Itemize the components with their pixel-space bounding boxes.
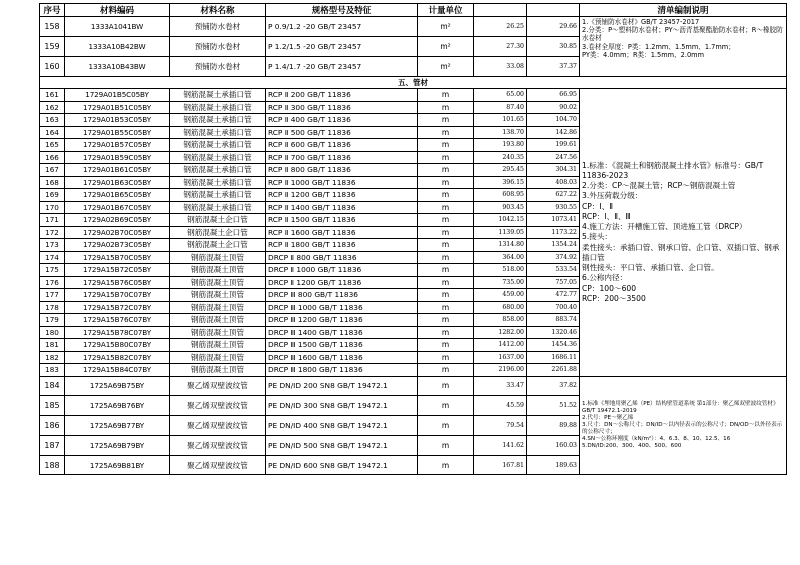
row-name: 钢筋混凝土顶管 [170, 326, 266, 339]
row-code: 1729A01B65C05BY [65, 189, 170, 202]
row-no: 162 [40, 101, 65, 114]
row-unit: m [418, 251, 474, 264]
row-price-excl: 858.00 [474, 314, 527, 327]
row-spec: DRCP Ⅱ 1000 GB/T 11836 [266, 264, 418, 277]
row-unit: m [418, 455, 474, 475]
row-spec: RCP Ⅱ 700 GB/T 11836 [266, 151, 418, 164]
row-spec: DRCP Ⅲ 1200 GB/T 11836 [266, 314, 418, 327]
row-price-excl: 364.00 [474, 251, 527, 264]
row-code: 1729A15B72C05BY [65, 264, 170, 277]
row-no: 168 [40, 176, 65, 189]
row-unit: m [418, 435, 474, 455]
row-unit: m [418, 176, 474, 189]
row-price-incl: 90.02 [527, 101, 580, 114]
row-price-excl: 459.00 [474, 289, 527, 302]
row-spec: P 1.2/1.5 -20 GB/T 23457 [266, 37, 418, 57]
row-unit: m [418, 276, 474, 289]
row-code: 1729A01B53C05BY [65, 114, 170, 127]
row-name: 钢筋混凝土顶管 [170, 339, 266, 352]
row-unit: m² [418, 17, 474, 37]
row-price-excl: 1412.00 [474, 339, 527, 352]
row-no: 185 [40, 396, 65, 416]
note-line: PY类：4.0mm；R类：1.5mm、2.0mm [582, 50, 705, 59]
row-name: 钢筋混凝土顶管 [170, 289, 266, 302]
row-price-excl: 138.70 [474, 126, 527, 139]
row-price-incl: 930.55 [527, 201, 580, 214]
row-code: 1729A01B63C05BY [65, 176, 170, 189]
row-spec: RCP Ⅱ 200 GB/T 11836 [266, 89, 418, 102]
row-name: 聚乙烯双壁波纹管 [170, 416, 266, 436]
row-code: 1729A15B78C07BY [65, 326, 170, 339]
row-unit: m [418, 164, 474, 177]
row-price-excl: 295.45 [474, 164, 527, 177]
row-no: 161 [40, 89, 65, 102]
row-price-incl: 199.61 [527, 139, 580, 152]
row-unit: m [418, 416, 474, 436]
row-code: 1729A02B73C05BY [65, 239, 170, 252]
row-name: 钢筋混凝土顶管 [170, 276, 266, 289]
row-code: 1725A69B79BY [65, 435, 170, 455]
row-no: 187 [40, 435, 65, 455]
row-no: 164 [40, 126, 65, 139]
row-price-incl: 1320.46 [527, 326, 580, 339]
row-spec: RCP Ⅱ 1500 GB/T 11836 [266, 214, 418, 227]
row-spec: DRCP Ⅲ 1400 GB/T 11836 [266, 326, 418, 339]
row-code: 1729A15B76C05BY [65, 276, 170, 289]
row-name: 钢筋混凝土承插口管 [170, 201, 266, 214]
row-spec: RCP Ⅱ 1600 GB/T 11836 [266, 226, 418, 239]
row-spec: RCP Ⅱ 300 GB/T 11836 [266, 101, 418, 114]
note-line: 柔性接头：承插口管、钢承口管、企口管、双插口管、钢承插口管 [582, 242, 780, 262]
row-spec: P 0.9/1.2 -20 GB/T 23457 [266, 17, 418, 37]
row-price-excl: 193.80 [474, 139, 527, 152]
row-spec: RCP Ⅱ 1000 GB/T 11836 [266, 176, 418, 189]
row-no: 173 [40, 239, 65, 252]
row-spec: DRCP Ⅲ 800 GB/T 11836 [266, 289, 418, 302]
row-price-incl: 104.70 [527, 114, 580, 127]
row-price-incl: 189.63 [527, 455, 580, 475]
row-spec: RCP Ⅱ 500 GB/T 11836 [266, 126, 418, 139]
row-no: 169 [40, 189, 65, 202]
header-spec: 规格型号及特征 [266, 4, 418, 17]
row-price-excl: 240.35 [474, 151, 527, 164]
row-code: 1729A15B80C07BY [65, 339, 170, 352]
row-no: 158 [40, 17, 65, 37]
note-line: 2.分类：P～塑料防水卷材；PY～沥青基聚酯胎防水卷材；R～橡胶防水卷材 [582, 26, 783, 43]
row-spec: DRCP Ⅲ 1800 GB/T 11836 [266, 364, 418, 377]
row-name: 钢筋混凝土顶管 [170, 264, 266, 277]
row-price-incl: 37.82 [527, 376, 580, 396]
row-price-excl: 45.59 [474, 396, 527, 416]
section-title: 五、管材 [40, 77, 787, 89]
note-line: 4.SN～公称环刚度（kN/m²）：4、6.3、8、10、12.5、16 [582, 435, 731, 442]
row-price-excl: 1282.00 [474, 326, 527, 339]
note-line: 钢性接头：平口管、承插口管、企口管。 [582, 263, 719, 272]
row-no: 163 [40, 114, 65, 127]
note-line: 2.代号：PE～聚乙烯 [582, 415, 634, 422]
row-price-excl: 1139.05 [474, 226, 527, 239]
row-code: 1333A10B43BW [65, 57, 170, 77]
row-price-incl: 1173.22 [527, 226, 580, 239]
table-row [40, 376, 787, 396]
row-name: 钢筋混凝土承插口管 [170, 189, 266, 202]
note-line: 5.DN/ID:200、300、400、500、600 [582, 442, 682, 449]
row-code: 1729A01B57C05BY [65, 139, 170, 152]
header-name: 材料名称 [170, 4, 266, 17]
row-price-excl: 518.00 [474, 264, 527, 277]
table-row [40, 17, 787, 37]
note-line: RCP：Ⅰ、Ⅱ、Ⅲ [582, 211, 631, 221]
header-price-1 [474, 4, 527, 17]
row-code: 1729A01B67C05BY [65, 201, 170, 214]
section-row [40, 77, 787, 89]
row-unit: m [418, 139, 474, 152]
row-code: 1729A15B76C07BY [65, 314, 170, 327]
row-no: 167 [40, 164, 65, 177]
row-no: 165 [40, 139, 65, 152]
row-name: 钢筋混凝土企口管 [170, 239, 266, 252]
row-name: 钢筋混凝土企口管 [170, 214, 266, 227]
header-price-2 [527, 4, 580, 17]
row-price-excl: 680.00 [474, 301, 527, 314]
row-name: 钢筋混凝土顶管 [170, 364, 266, 377]
row-name: 预铺防水卷材 [170, 57, 266, 77]
row-price-excl: 33.47 [474, 376, 527, 396]
row-price-excl: 903.45 [474, 201, 527, 214]
row-unit: m [418, 364, 474, 377]
row-price-incl: 160.03 [527, 435, 580, 455]
row-name: 聚乙烯双壁波纹管 [170, 376, 266, 396]
row-unit: m² [418, 57, 474, 77]
row-price-incl: 533.54 [527, 264, 580, 277]
row-unit: m [418, 226, 474, 239]
row-price-excl: 33.08 [474, 57, 527, 77]
row-price-excl: 65.00 [474, 89, 527, 102]
row-unit: m [418, 201, 474, 214]
note-line: 2.分类：CP～混凝土管；RCP～钢筋混凝土管 [582, 181, 736, 190]
row-price-incl: 29.66 [527, 17, 580, 37]
note-line: 3.外压荷载分级： [582, 191, 643, 201]
row-price-incl: 627.22 [527, 189, 580, 202]
row-price-incl: 51.52 [527, 396, 580, 416]
header-no: 序号 [40, 4, 65, 17]
row-spec: RCP Ⅱ 1400 GB/T 11836 [266, 201, 418, 214]
row-spec: PE DN/ID 200 SN8 GB/T 19472.1 [266, 376, 418, 396]
row-no: 179 [40, 314, 65, 327]
material-price-table [39, 3, 787, 475]
row-unit: m [418, 314, 474, 327]
row-price-incl: 374.92 [527, 251, 580, 264]
row-price-excl: 1042.15 [474, 214, 527, 227]
row-price-incl: 408.03 [527, 176, 580, 189]
row-price-excl: 141.62 [474, 435, 527, 455]
row-price-incl: 1454.36 [527, 339, 580, 352]
row-price-incl: 89.88 [527, 416, 580, 436]
row-name: 聚乙烯双壁波纹管 [170, 396, 266, 416]
note-line: RCP：200～3500 [582, 293, 646, 303]
row-name: 钢筋混凝土承插口管 [170, 101, 266, 114]
row-unit: m [418, 101, 474, 114]
row-code: 1729A01B59C05BY [65, 151, 170, 164]
row-unit: m [418, 264, 474, 277]
table-row [40, 89, 787, 102]
row-spec: RCP Ⅱ 1800 GB/T 11836 [266, 239, 418, 252]
row-spec: DRCP Ⅱ 1200 GB/T 11836 [266, 276, 418, 289]
row-price-incl: 1354.24 [527, 239, 580, 252]
header-unit: 计量单位 [418, 4, 474, 17]
row-price-excl: 79.54 [474, 416, 527, 436]
row-price-incl: 1686.11 [527, 351, 580, 364]
note-line: 3.尺寸：DN～公称尺寸；DN/ID～以内径表示的公称尺寸；DN/OD～以外径表示的公称尺寸； [582, 422, 783, 435]
row-name: 钢筋混凝土顶管 [170, 301, 266, 314]
row-price-incl: 1073.41 [527, 214, 580, 227]
row-unit: m [418, 239, 474, 252]
row-unit: m² [418, 37, 474, 57]
row-price-excl: 167.81 [474, 455, 527, 475]
row-name: 钢筋混凝土顶管 [170, 351, 266, 364]
row-spec: DRCP Ⅲ 1500 GB/T 11836 [266, 339, 418, 352]
row-spec: PE DN/ID 500 SN8 GB/T 19472.1 [266, 435, 418, 455]
row-price-excl: 608.95 [474, 189, 527, 202]
row-price-excl: 26.25 [474, 17, 527, 37]
row-name: 预铺防水卷材 [170, 17, 266, 37]
row-code: 1729A02B69C05BY [65, 214, 170, 227]
row-unit: m [418, 189, 474, 202]
row-spec: DRCP Ⅲ 1000 GB/T 11836 [266, 301, 418, 314]
row-code: 1725A69B75BY [65, 376, 170, 396]
row-spec: RCP Ⅱ 800 GB/T 11836 [266, 164, 418, 177]
row-no: 174 [40, 251, 65, 264]
row-price-excl: 87.40 [474, 101, 527, 114]
row-price-excl: 396.15 [474, 176, 527, 189]
row-spec: PE DN/ID 400 SN8 GB/T 19472.1 [266, 416, 418, 436]
note-line: 3.卷材全厚度：P类：1.2mm、1.5mm、1.7mm； [582, 42, 735, 51]
row-code: 1729A15B72C07BY [65, 301, 170, 314]
waterproof-notes [580, 17, 787, 77]
row-name: 聚乙烯双壁波纹管 [170, 455, 266, 475]
note-line: 1.《预铺防水卷材》GB/T 23457-2017 [582, 18, 700, 26]
row-unit: m [418, 351, 474, 364]
row-unit: m [418, 214, 474, 227]
row-unit: m [418, 114, 474, 127]
pipe-notes [580, 89, 787, 377]
row-no: 184 [40, 376, 65, 396]
row-code: 1333A10B42BW [65, 37, 170, 57]
row-code: 1729A02B70C05BY [65, 226, 170, 239]
row-spec: PE DN/ID 300 SN8 GB/T 19472.1 [266, 396, 418, 416]
row-no: 176 [40, 276, 65, 289]
row-code: 1729A01B5C05BY [65, 89, 170, 102]
row-price-incl: 757.05 [527, 276, 580, 289]
row-code: 1729A01B61C05BY [65, 164, 170, 177]
row-price-incl: 472.77 [527, 289, 580, 302]
note-line: 5.接头： [582, 232, 613, 242]
row-name: 钢筋混凝土承插口管 [170, 176, 266, 189]
row-price-incl: 700.40 [527, 301, 580, 314]
row-code: 1729A15B84C07BY [65, 364, 170, 377]
row-price-incl: 142.86 [527, 126, 580, 139]
row-price-incl: 247.56 [527, 151, 580, 164]
note-line: 6.公称内径： [582, 273, 628, 283]
row-unit: m [418, 89, 474, 102]
row-price-excl: 101.65 [474, 114, 527, 127]
header-code: 材料编码 [65, 4, 170, 17]
pe-notes [580, 376, 787, 475]
row-unit: m [418, 396, 474, 416]
row-name: 预铺防水卷材 [170, 37, 266, 57]
row-code: 1729A15B70C07BY [65, 289, 170, 302]
header-notes: 清单编制说明 [580, 4, 787, 17]
row-price-incl: 304.31 [527, 164, 580, 177]
row-unit: m [418, 151, 474, 164]
row-no: 177 [40, 289, 65, 302]
row-unit: m [418, 301, 474, 314]
row-name: 钢筋混凝土承插口管 [170, 151, 266, 164]
row-unit: m [418, 126, 474, 139]
row-no: 181 [40, 339, 65, 352]
row-price-excl: 2196.00 [474, 364, 527, 377]
row-price-incl: 2261.88 [527, 364, 580, 377]
row-no: 183 [40, 364, 65, 377]
row-name: 钢筋混凝土承插口管 [170, 139, 266, 152]
header-row [40, 4, 787, 17]
row-spec: DRCP Ⅱ 800 GB/T 11836 [266, 251, 418, 264]
row-code: 1333A1041BW [65, 17, 170, 37]
row-price-excl: 1314.80 [474, 239, 527, 252]
row-price-excl: 735.00 [474, 276, 527, 289]
row-no: 186 [40, 416, 65, 436]
row-code: 1725A69B76BY [65, 396, 170, 416]
row-no: 160 [40, 57, 65, 77]
row-no: 178 [40, 301, 65, 314]
row-no: 182 [40, 351, 65, 364]
row-no: 170 [40, 201, 65, 214]
row-spec: RCP Ⅱ 600 GB/T 11836 [266, 139, 418, 152]
note-line: CP：100～600 [582, 283, 637, 293]
row-name: 钢筋混凝土承插口管 [170, 114, 266, 127]
row-code: 1725A69B81BY [65, 455, 170, 475]
row-name: 聚乙烯双壁波纹管 [170, 435, 266, 455]
row-price-incl: 37.37 [527, 57, 580, 77]
row-price-incl: 883.74 [527, 314, 580, 327]
row-no: 171 [40, 214, 65, 227]
row-price-incl: 30.85 [527, 37, 580, 57]
row-unit: m [418, 376, 474, 396]
row-code: 1729A15B70C05BY [65, 251, 170, 264]
row-code: 1729A15B82C07BY [65, 351, 170, 364]
row-spec: PE DN/ID 600 SN8 GB/T 19472.1 [266, 455, 418, 475]
row-spec: DRCP Ⅲ 1600 GB/T 11836 [266, 351, 418, 364]
row-name: 钢筋混凝土顶管 [170, 251, 266, 264]
row-unit: m [418, 289, 474, 302]
row-name: 钢筋混凝土承插口管 [170, 126, 266, 139]
row-spec: P 1.4/1.7 -20 GB/T 23457 [266, 57, 418, 77]
row-no: 180 [40, 326, 65, 339]
row-name: 钢筋混凝土承插口管 [170, 164, 266, 177]
note-line: 1.标准：《混凝土和钢筋混凝土排水管》标准号：GB/T 11836-2023 [582, 160, 764, 180]
row-unit: m [418, 339, 474, 352]
note-line: 1.标准《埋地用聚乙烯（PE）结构壁管道系统 第1部分：聚乙烯双壁波纹管材》GB/T 19472.1-2019 [582, 401, 779, 415]
row-no: 159 [40, 37, 65, 57]
row-code: 1725A69B77BY [65, 416, 170, 436]
note-line: CP：Ⅰ、Ⅱ [582, 201, 614, 211]
row-name: 钢筋混凝土承插口管 [170, 89, 266, 102]
note-line: 4.施工方法：开槽施工管、顶进施工管（DRCP） [582, 222, 747, 231]
row-name: 钢筋混凝土企口管 [170, 226, 266, 239]
row-name: 钢筋混凝土顶管 [170, 314, 266, 327]
row-unit: m [418, 326, 474, 339]
row-price-incl: 66.95 [527, 89, 580, 102]
row-no: 166 [40, 151, 65, 164]
row-no: 188 [40, 455, 65, 475]
row-price-excl: 1637.00 [474, 351, 527, 364]
row-price-excl: 27.30 [474, 37, 527, 57]
row-code: 1729A01B51C05BY [65, 101, 170, 114]
row-no: 175 [40, 264, 65, 277]
row-code: 1729A01B55C05BY [65, 126, 170, 139]
row-spec: RCP Ⅱ 400 GB/T 11836 [266, 114, 418, 127]
row-spec: RCP Ⅱ 1200 GB/T 11836 [266, 189, 418, 202]
row-no: 172 [40, 226, 65, 239]
